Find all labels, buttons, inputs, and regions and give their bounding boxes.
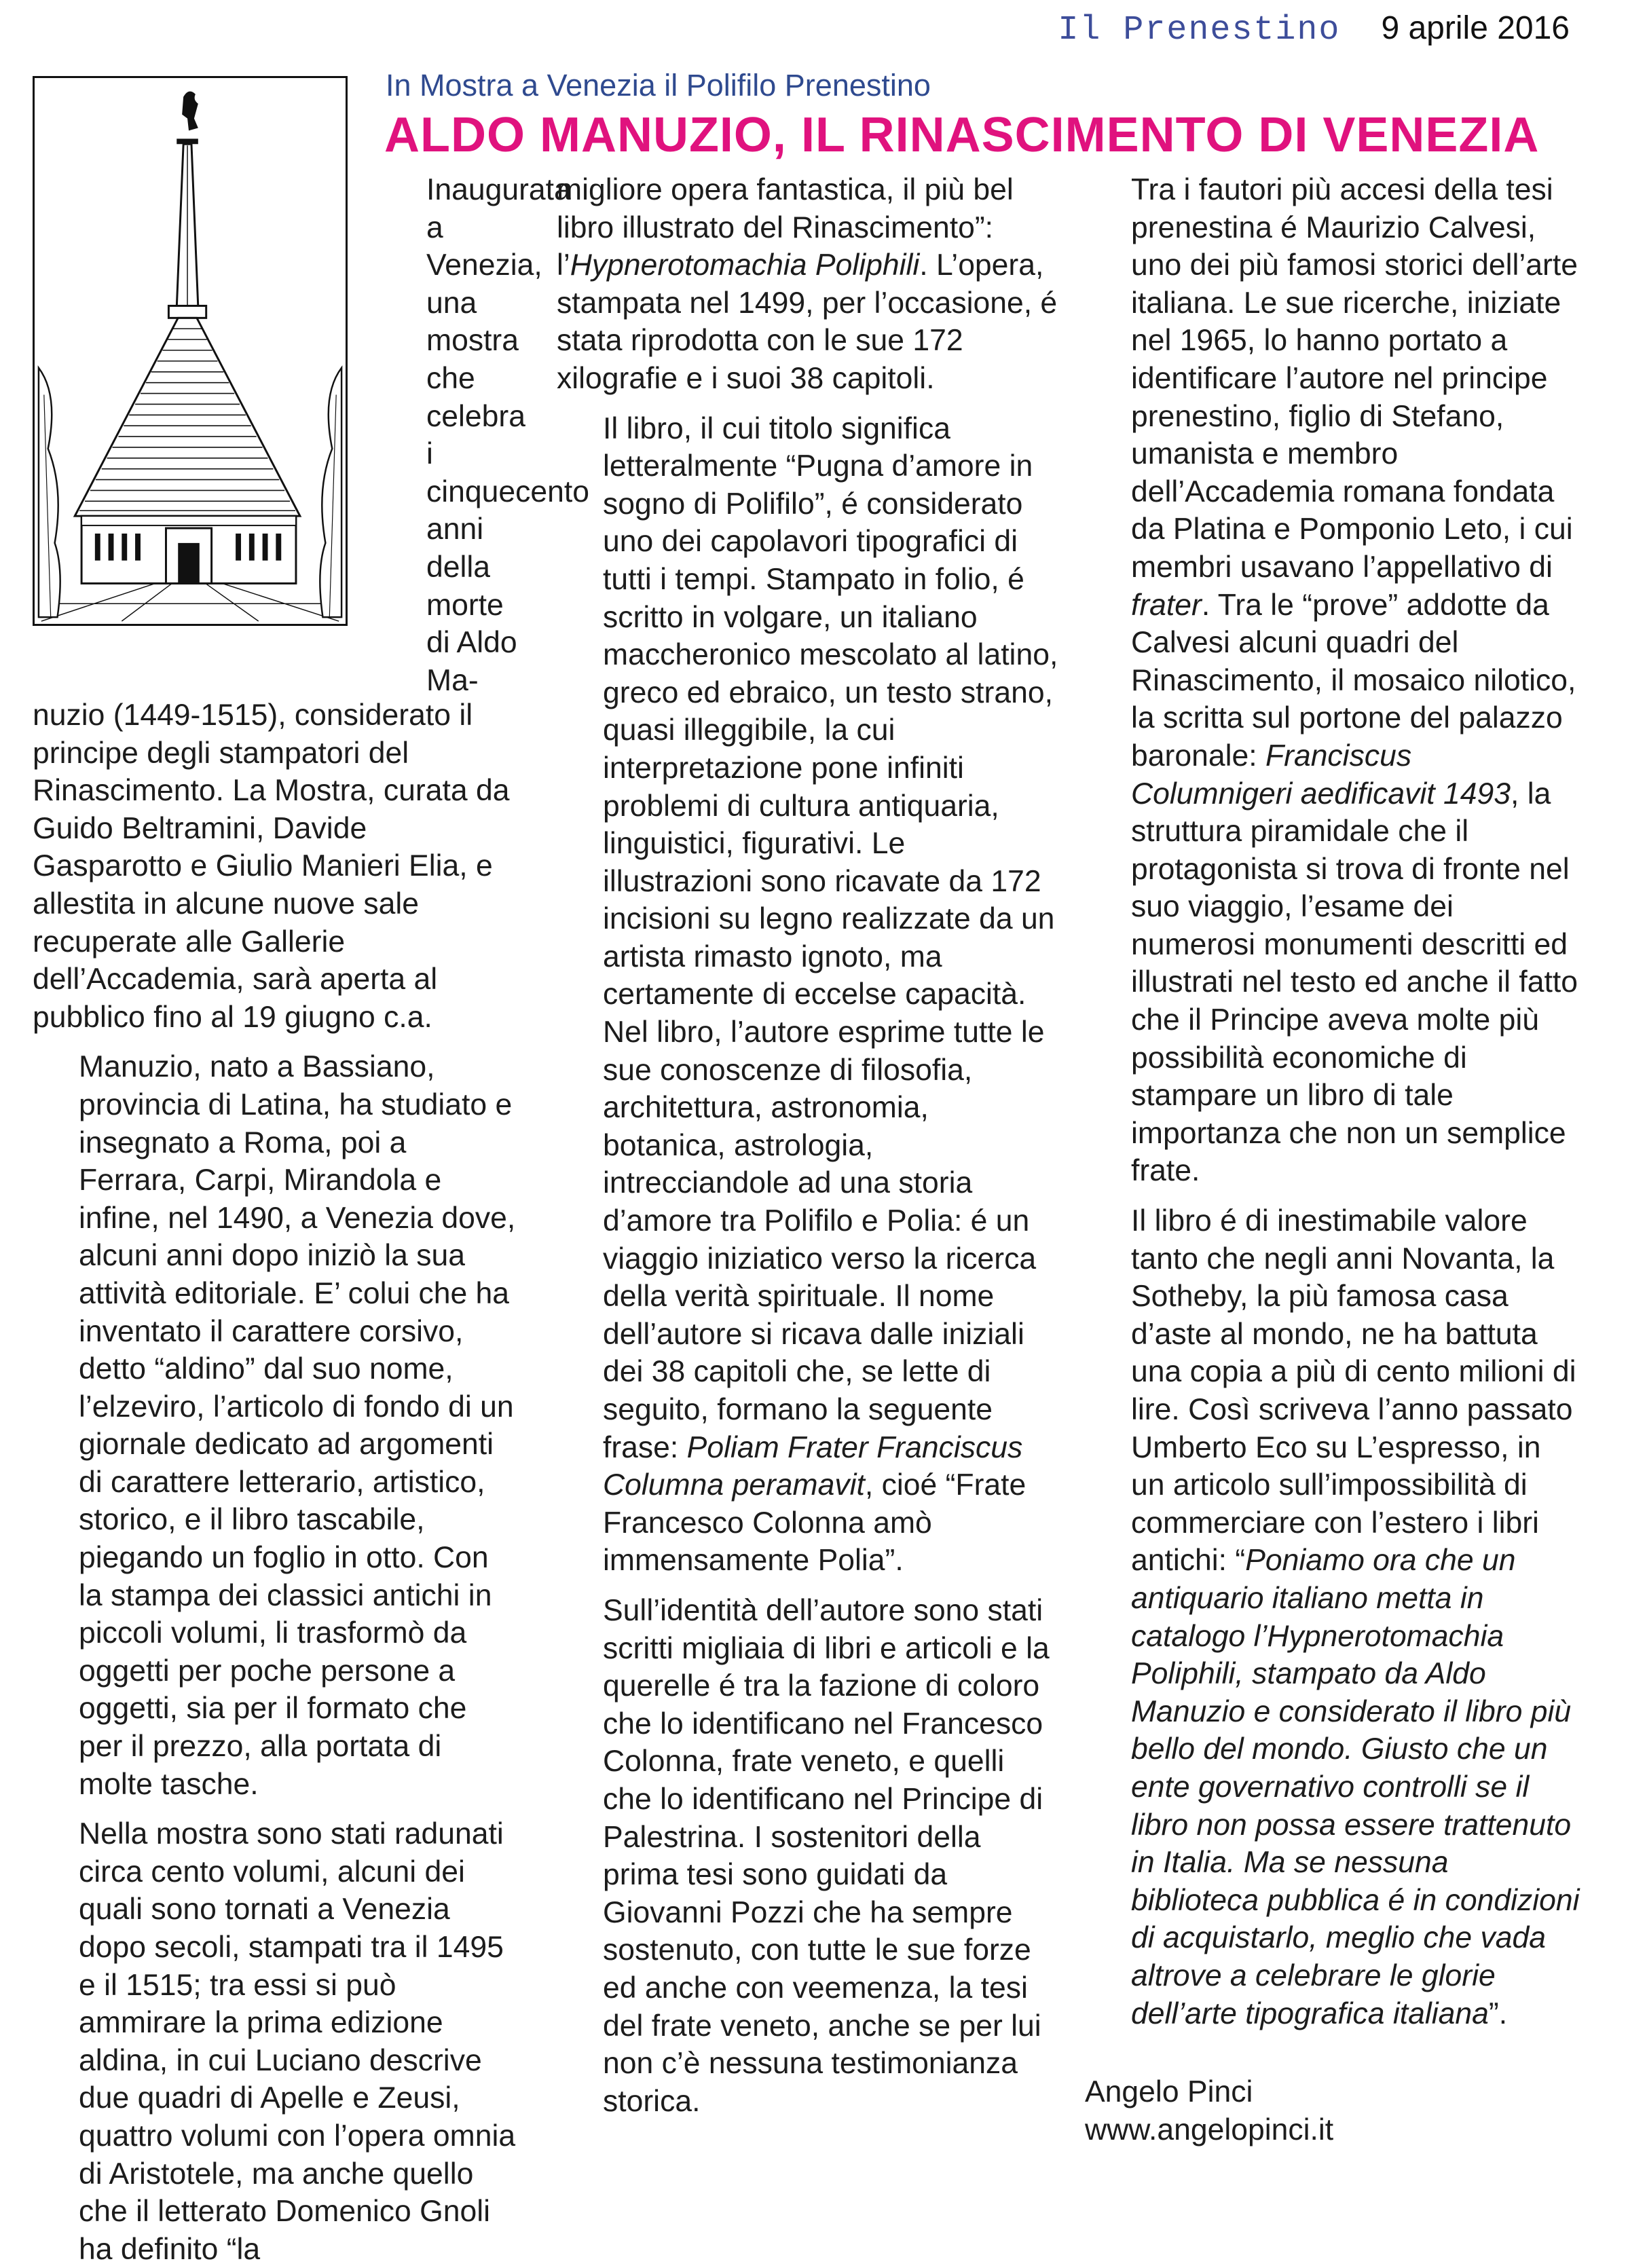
paragraph-5: Sull’identità dell’autore sono stati scritti migliaia di libri e articoli e la querelle é tra la fazione di coloro che lo identificano nel Francesco Colonna, frate veneto, e quelli che lo identificano nel Principe di Palestrina. I sostenitori della prima tesi sono guidati da Giovanni Pozzi che ha sempre sostenuto, con tutte le sue forze ed anche con veemenza, la tesi del frate veneto, anche se per lui non c’è nessuna testimonianza storica. [603, 1593, 1050, 2118]
woodcut-illustration [33, 76, 348, 626]
paragraph-6: Tra i fautori più accesi della tesi prenestina é Maurizio Calvesi, uno dei più famosi storici dell’arte italiana. Le sue ricerche, iniziate nel 1965, lo hanno portato a identificare l’autore nel principe prenestino, figlio di Stefano, umanista e membro dell’Accademia romana fondata da Platina e Pomponio Leto, i cui membri usavano l’appellativo di frater. Tra le “prove” addotte da Calvesi alcuni quadri del Rinascimento, il mosaico nilotico, la scritta sul portone del palazzo baronale: Franciscus Columnigeri aedificavit 1493, la struttura piramidale che il protagonista si trova di fronte nel suo viaggio, l’esame dei numerosi monumenti descritti ed illustrati nel testo ed anche il fatto che il Principe aveva molte più possibilità economiche di stampare un libro di tale importanza che non un semplice frate. [1131, 173, 1578, 1188]
article-headline: ALDO MANUZIO, IL RINASCIMENTO DI VENEZIA [384, 108, 1540, 162]
latin-phrase: Poliam Frater Franciscus Columna peramavit [603, 1430, 1023, 1502]
column-1-intro [380, 171, 589, 699]
paragraph-4: Il libro, il cui titolo significa letteralmente “Pugna d’amore in sogno di Polifilo”, é considerato uno dei capolavori tipografici di tutti i tempi. Stampato in folio, é scritto in volgare, un italiano maccheronico mescolato al latino, greco ed ebraico, un testo strano, quasi illeggibile, la cui interpretazione pone infiniti problemi di cultura antiquaria, linguistici, figurativi. Le illustrazioni sono ricavate da 172 incisioni su legno realizzate da un artista rimasto ignoto, ma certamente di eccelse capacità. Nel libro, l’autore esprime tutte le sue conoscenze di filosofia, architettura, astronomia, botanica, astrologia, intrecciandole ad una storia d’amore tra Polifilo e Polia: é un viaggio iniziatico verso la ricerca della verità spirituale. Il nome dell’autore si ricava dalle iniziali dei 38 capitoli che, se lette di seguito, formano la seguente frase: Poliam Frater Franciscus Columna peramavit, cioé “Frate Francesco Colonna amò immensamente Polia”. [603, 411, 1058, 1578]
column-2 [557, 171, 1059, 2120]
column-1 [33, 696, 516, 2268]
masthead [1058, 10, 1570, 53]
paragraph-1-continued: nuzio (1449-1515), considerato il principe degli stampatori del Rinascimento. La Mostra, curata da Guido Beltramini, Davide Gasparotto e Giulio Manieri Elia, e allestita in alcune nuove sale recuperate alle Gallerie dell’Accademia, sarà aperta al pubblico fino al 19 giugno c.a. [33, 699, 510, 1034]
author-name: Angelo Pinci [1085, 2075, 1253, 2109]
author-website[interactable]: www.angelopinci.it [1085, 2113, 1334, 2146]
paragraph-2: Manuzio, nato a Bassiano, provincia di Latina, ha studiato e insegnato a Roma, poi a Ferrara, Carpi, Mirandola e infine, nel 1490, a Venezia dove, alcuni anni dopo iniziò la sua attività editoriale. E’ colui che ha inventato il carattere corsivo, detto “aldino” dal suo nome, l’elzeviro, l’articolo di fondo di un giornale dedicato ad argomenti di carattere letterario, artistico, storico, e il libro tascabile, piegando un foglio in otto. Con la stampa dei classici antichi in piccoli volumi, li trasformò da oggetti per poche persone a oggetti, sia per il formato che per il prezzo, alla portata di molte tasche. [79, 1050, 516, 1801]
newspaper-name: Il Prenestino [1058, 11, 1341, 50]
book-title: Hypnerotomachia Poliphili [570, 248, 920, 282]
column-3 [1085, 171, 1580, 2149]
intro-paragraph: Inaugurata a Venezia, una mostra che celebra i cinquecento anni della morte di Aldo Ma- [426, 173, 589, 697]
article-kicker: In Mostra a Venezia il Polifilo Prenestino [386, 68, 931, 103]
paragraph-7: Il libro é di inestimabile valore tanto che negli anni Novanta, la Sotheby, la più famosa casa d’aste al mondo, ne ha battuta una copia a più di cento milioni di lire. Così scriveva l’anno passato Umberto Eco su L’espresso, in un articolo sull’impossibilità di commerciare con l’estero i libri antichi: “Poniamo ora che un antiquario italiano metta in catalogo l’Hypnerotomachia Poliphili, stampato da Aldo Manuzio e considerato il libro più bello del mondo. Giusto che un ente governativo controlli se il libro non possa essere trattenuto in Italia. Ma se nessuna biblioteca pubblica é in condizioni di acquistarlo, meglio che vada altrove a celebrare le glorie dell’arte tipografica italiana”. [1131, 1204, 1580, 2030]
paragraph-3: Nella mostra sono stati radunati circa cento volumi, alcuni dei quali sono tornati a Venezia dopo secoli, stampati tra il 1495 e il 1515; tra essi si può ammirare la prima edizione aldina, in cui Luciano descrive due quadri di Apelle e Zeusi, quattro volumi con l’opera omnia di Aristotele, ma anche quello che il letterato Domenico Gnoli ha definito “la [79, 1817, 516, 2266]
paragraph-3-continued: migliore opera fantastica, il più bel libro illustrato del Rinascimento”: l’Hypnerotomachia Poliphili. L’opera, stampata nel 1499, per l’occasione, é stata riprodotta con le sue 172 xilografie e i suoi 38 capitoli. [557, 173, 1058, 395]
portal-inscription: Franciscus Columnigeri aedificavit 1493 [1131, 739, 1511, 811]
eco-quote: Poniamo ora che un antiquario italiano metta in catalogo l’Hypnerotomachia Poliphili, stampato da Aldo Manuzio e considerato il libro più bello del mondo. Giusto che un ente governativo controlli se il libro non possa essere trattenuto in Italia. Ma se nessuna biblioteca pubblica é in condizioni di acquistarlo, meglio che vada altrove a celebrare le glorie dell’arte tipografica italiana [1131, 1544, 1580, 2030]
issue-date: 9 aprile 2016 [1381, 10, 1570, 46]
